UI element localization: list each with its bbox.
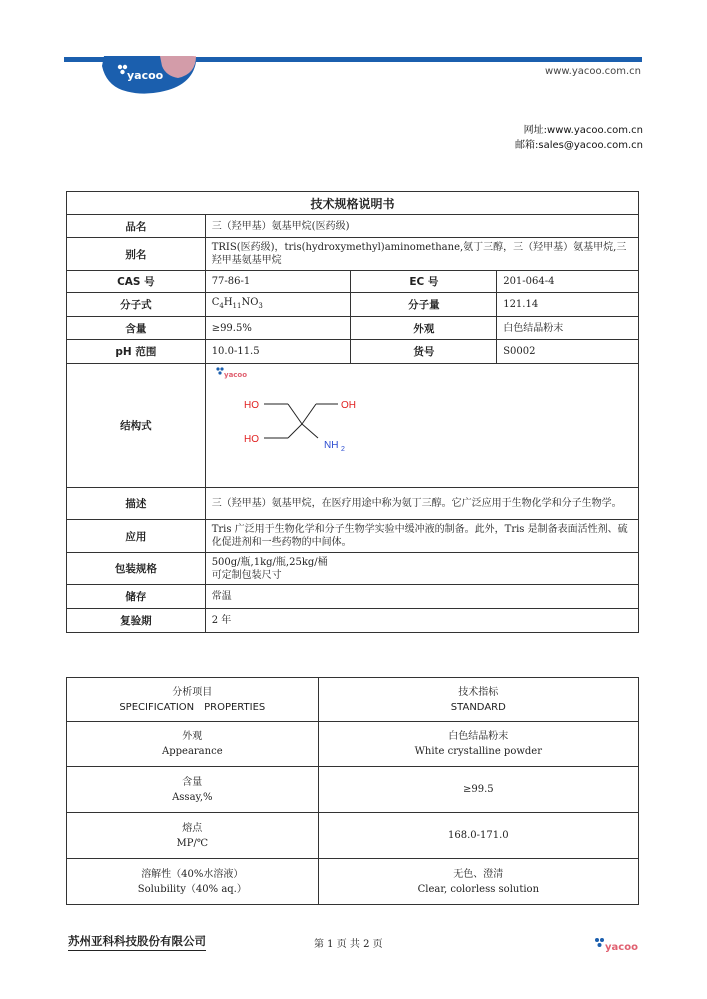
svg-text:yacoo: yacoo bbox=[127, 69, 164, 82]
desc-value: 三（羟甲基）氨基甲烷，在医疗用途中称为氨丁三醇。它广泛应用于生物化学和分子生物学。 bbox=[205, 488, 638, 520]
svg-text:yacoo: yacoo bbox=[223, 371, 247, 379]
name-value: 三（羟甲基）氨基甲烷(医药级) bbox=[205, 215, 638, 238]
standard-cell: ≥99.5 bbox=[318, 767, 638, 813]
standard-cell: 168.0-171.0 bbox=[318, 813, 638, 859]
alias-value: TRIS(医药级)，tris(hydroxymethyl)aminomethane,氨丁三醇，三（羟甲基）氨基甲烷,三羟甲基氨基甲烷 bbox=[205, 238, 638, 271]
structure-diagram bbox=[206, 364, 406, 484]
atom-ho-1: HO bbox=[243, 400, 259, 411]
cas-label: CAS 号 bbox=[67, 271, 206, 293]
mw-label: 分子量 bbox=[351, 293, 497, 317]
col-standard-header: 技术指标 STANDARD bbox=[318, 678, 638, 722]
cas-value: 77-86-1 bbox=[205, 271, 351, 293]
atom-oh: OH bbox=[340, 400, 356, 411]
alias-label: 别名 bbox=[67, 238, 206, 271]
analysis-table bbox=[66, 677, 639, 905]
footer-company: 苏州亚科科技股份有限公司 bbox=[68, 933, 206, 951]
property-cell: 含量 Assay,% bbox=[67, 767, 319, 813]
desc-label: 描述 bbox=[67, 488, 206, 520]
atom-nh-sub: 2 bbox=[340, 446, 345, 453]
item-label: 货号 bbox=[351, 340, 497, 364]
ec-value: 201-064-4 bbox=[497, 271, 639, 293]
atom-ho-2: HO bbox=[243, 434, 259, 445]
pack-label: 包装规格 bbox=[67, 553, 206, 585]
spec-title: 技术规格说明书 bbox=[67, 192, 639, 215]
spec-table bbox=[66, 191, 639, 633]
formula-value: $C_4H_{11}NO_3$ bbox=[205, 293, 351, 317]
name-label: 品名 bbox=[67, 215, 206, 238]
content-value: ≥99.5% bbox=[205, 317, 351, 340]
item-value: S0002 bbox=[497, 340, 639, 364]
standard-cell: 无色、澄清 Clear, colorless solution bbox=[318, 859, 638, 905]
property-cell: 溶解性（40%水溶液） Solubility（40% aq.） bbox=[67, 859, 319, 905]
retest-label: 复验期 bbox=[67, 609, 206, 633]
table-row bbox=[67, 813, 639, 859]
app-value: Tris 广泛用于生物化学和分子生物学实验中缓冲液的制备。此外，Tris 是制备表面活性剂、硫化促进剂和一些药物的中间体。 bbox=[205, 520, 638, 553]
appearance-label: 外观 bbox=[351, 317, 497, 340]
header-logo bbox=[100, 56, 196, 96]
footer-page-number: 第 1 页 共 2 页 bbox=[314, 939, 383, 950]
svg-text:yacoo: yacoo bbox=[605, 942, 638, 953]
ph-value: 10.0-11.5 bbox=[205, 340, 351, 364]
atom-nh: NH bbox=[323, 440, 339, 451]
contact-email: 邮箱:sales@yacoo.com.cn bbox=[514, 140, 643, 151]
contact-url: 网址:www.yacoo.com.cn bbox=[523, 125, 643, 136]
structure-logo bbox=[216, 367, 247, 379]
col-properties-header: 分析项目 SPECIFICATION PROPERTIES bbox=[67, 678, 319, 722]
ec-label: EC 号 bbox=[351, 271, 497, 293]
storage-label: 储存 bbox=[67, 585, 206, 609]
table-row bbox=[67, 767, 639, 813]
structure-label: 结构式 bbox=[67, 364, 206, 488]
property-cell: 外观 Appearance bbox=[67, 722, 319, 767]
storage-value: 常温 bbox=[205, 585, 638, 609]
structure-cell bbox=[205, 364, 638, 488]
table-row bbox=[67, 722, 639, 767]
property-cell: 熔点 MP/℃ bbox=[67, 813, 319, 859]
pack-value: 500g/瓶,1kg/瓶,25kg/桶 可定制包装尺寸 bbox=[205, 553, 638, 585]
mw-value: 121.14 bbox=[497, 293, 639, 317]
standard-cell: 白色结晶粉末 White crystalline powder bbox=[318, 722, 638, 767]
content-label: 含量 bbox=[67, 317, 206, 340]
app-label: 应用 bbox=[67, 520, 206, 553]
site-url: www.yacoo.com.cn bbox=[545, 66, 641, 77]
table-row bbox=[67, 859, 639, 905]
formula-label: 分子式 bbox=[67, 293, 206, 317]
appearance-value: 白色结晶粉末 bbox=[497, 317, 639, 340]
ph-label: pH 范围 bbox=[67, 340, 206, 364]
retest-value: 2 年 bbox=[205, 609, 638, 633]
footer-logo bbox=[592, 932, 644, 954]
structure-bonds bbox=[264, 404, 338, 438]
